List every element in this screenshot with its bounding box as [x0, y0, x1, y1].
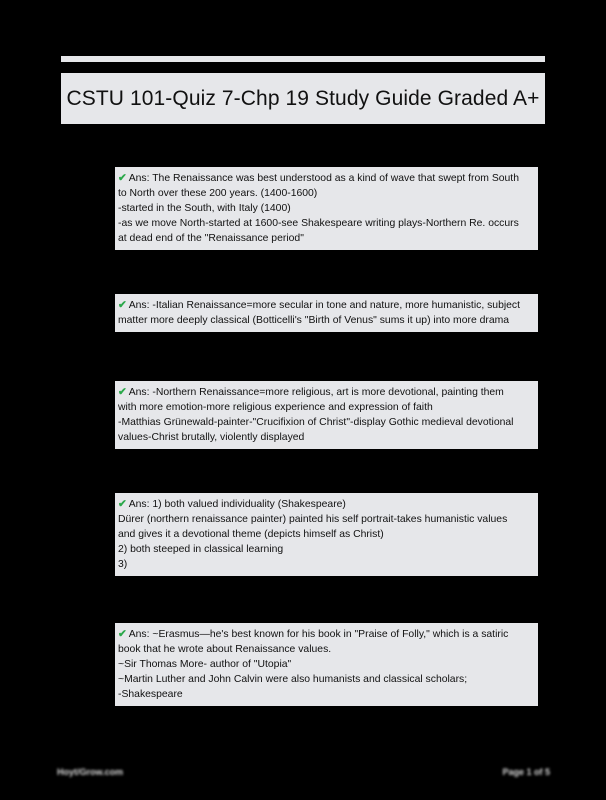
- answer-line: values-Christ brutally, violently displayed: [118, 432, 305, 443]
- page-title: CSTU 101-Quiz 7-Chp 19 Study Guide Graded A+: [66, 86, 540, 110]
- answer-block-4: [115, 493, 538, 576]
- answer-line: Dürer (northern renaissance painter) painted his self portrait-takes humanistic values: [118, 514, 508, 525]
- footer-page-number: Page 1 of 5: [502, 767, 550, 777]
- answer-line: with more emotion-more religious experience and expression of faith: [118, 402, 433, 413]
- title-banner: [61, 73, 545, 124]
- answer-line: -as we move North-started at 1600-see Shakespeare writing plays-Northern Re. occurs: [118, 218, 519, 229]
- check-icon: ✔: [118, 499, 127, 510]
- check-icon: ✔: [118, 300, 127, 311]
- footer-site: Hoyt/Grow.com: [57, 767, 124, 777]
- check-icon: ✔: [118, 629, 127, 640]
- answer-line: ✔ Ans: ~Erasmus—he's best known for his book in "Praise of Folly," which is a satiric: [118, 629, 509, 640]
- answer-line: ✔ Ans: -Northern Renaissance=more religious, art is more devotional, painting them: [118, 387, 504, 398]
- answer-line: ✔ Ans: 1) both valued individuality (Shakespeare): [118, 499, 346, 510]
- answer-line: ✔ Ans: The Renaissance was best understood as a kind of wave that swept from South: [118, 173, 519, 184]
- answer-line: to North over these 200 years. (1400-1600): [118, 188, 318, 199]
- answer-line: 3): [118, 559, 128, 570]
- answer-line: -Shakespeare: [118, 689, 183, 700]
- header-rule: [61, 56, 545, 62]
- answer-line: ✔ Ans: -Italian Renaissance=more secular in tone and nature, more humanistic, subject: [118, 300, 521, 311]
- answer-line: ~Sir Thomas More- author of "Utopia": [118, 659, 292, 670]
- answer-line: -started in the South, with Italy (1400): [118, 203, 291, 214]
- answer-line: ~Martin Luther and John Calvin were also humanists and classical scholars;: [118, 674, 468, 685]
- answer-line: -Matthias Grünewald-painter-"Crucifixion of Christ"-display Gothic medieval devotional: [118, 417, 514, 428]
- answer-block-5: [115, 623, 538, 706]
- answer-block-3: [115, 381, 538, 449]
- answer-line: matter more deeply classical (Botticelli's "Birth of Venus" sums it up) into more drama: [118, 315, 510, 326]
- check-icon: ✔: [118, 387, 127, 398]
- answer-block-1: [115, 167, 538, 250]
- answer-line: at dead end of the "Renaissance period": [118, 233, 304, 244]
- answer-line: and gives it a devotional theme (depicts himself as Christ): [118, 529, 384, 540]
- answer-line: book that he wrote about Renaissance values.: [118, 644, 332, 655]
- check-icon: ✔: [118, 173, 127, 184]
- answer-block-2: [115, 294, 538, 332]
- answer-line: 2) both steeped in classical learning: [118, 544, 284, 555]
